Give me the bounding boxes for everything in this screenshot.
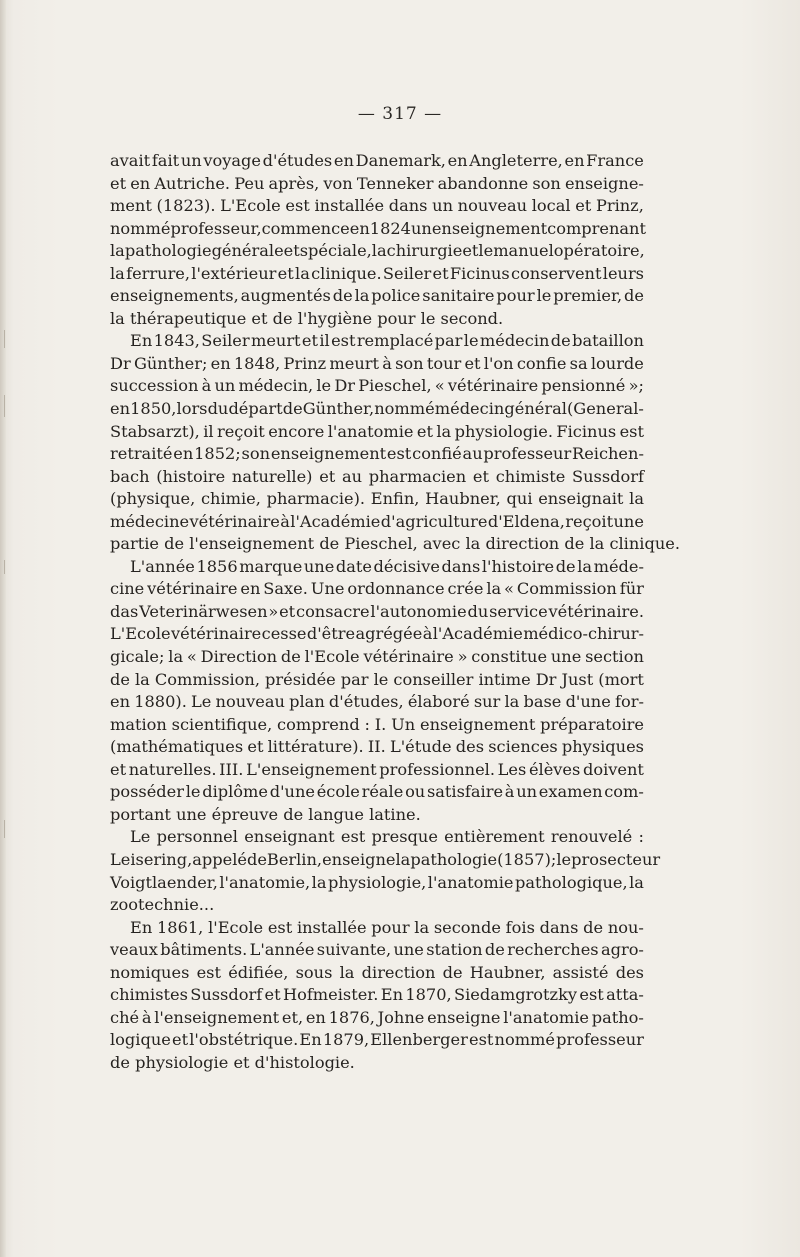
margin-mark	[4, 330, 5, 348]
text-line: En 1843, Seiler meurt et il est remplacé par le médecin de bataillon	[130, 331, 644, 351]
text-line: veaux bâtiments. L'année suivante, une station de recherches agro-	[110, 940, 644, 960]
text-line: retraité en 1852; son enseignement est confié au professeur Reichen-	[110, 444, 644, 464]
text-line: avait fait un voyage d'études en Danemark, en Angleterre, en France	[110, 151, 644, 170]
text-line: Le personnel enseignant est presque entièrement renouvelé :	[130, 827, 644, 847]
text-line: en 1880). Le nouveau plan d'études, élaboré sur la base d'une for-	[110, 692, 644, 712]
text-line: Stabsarzt), il reçoit encore l'anatomie et la physiologie. Ficinus est	[110, 421, 644, 441]
text-line: en 1850, lors du départ de Günther, nommé médecin général (General-	[110, 399, 644, 419]
text-line: la ferrure, l'extérieur et la clinique. Seiler et Ficinus conservent leurs	[110, 263, 644, 283]
text-line: posséder le diplôme d'une école réale ou satisfaire à un examen com-	[110, 782, 644, 802]
text-line: L'année 1856 marque une date décisive dans l'histoire de la méde-	[130, 556, 644, 576]
text-line: zootechnie...	[110, 895, 215, 915]
text-line: nommé professeur, commence en 1824 un enseignement comprenant	[110, 218, 646, 238]
text-line: Voigtlaender, l'anatomie, la physiologie, l'anatomie pathologique, la	[110, 872, 644, 892]
text-line: de physiologie et d'histologie.	[110, 1052, 355, 1072]
text-line: la thérapeutique et de l'hygiène pour le second.	[110, 308, 504, 328]
text-line: et naturelles. III. L'enseignement professionnel. Les élèves doivent	[110, 759, 644, 779]
text-line: partie de l'enseignement de Pieschel, avec la direction de la clinique.	[110, 534, 680, 554]
text-line: (physique, chimie, pharmacie). Enfin, Haubner, qui enseignait la	[110, 489, 644, 509]
text-line: Leisering, appelé de Berlin, enseigne la pathologie (1857); le prosecteur	[110, 849, 661, 869]
text-line: la pathologie générale et spéciale, la chirurgie et le manuel opératoire,	[110, 241, 645, 261]
text-line: Dr Günther; en 1848, Prinz meurt à son tour et l'on confie sa lourde	[110, 353, 644, 373]
text-line: et en Autriche. Peu après, von Tenneker abandonne son enseigne-	[110, 173, 644, 193]
text-line: mation scientifique, comprend : I. Un enseignement préparatoire	[110, 714, 644, 734]
text-line: L'Ecole vétérinaire cesse d'être agrégée à l'Académie médico-chirur-	[110, 624, 644, 644]
text-line: bach (histoire naturelle) et au pharmacien et chimiste Sussdorf	[110, 466, 644, 486]
page-left-edge	[0, 0, 6, 1257]
text-line: nomiques est édifiée, sous la direction de Haubner, assisté des	[110, 962, 644, 982]
text-line: portant une épreuve de langue latine.	[110, 804, 421, 824]
text-line: En 1861, l'Ecole est installée pour la seconde fois dans de nou-	[130, 917, 644, 937]
text-line: ment (1823). L'Ecole est installée dans un nouveau local et Prinz,	[110, 196, 644, 216]
text-line: de la Commission, présidée par le conseiller intime Dr Just (mort	[110, 669, 644, 689]
margin-mark	[4, 560, 5, 574]
text-line: gicale; la « Direction de l'Ecole vétérinaire » constitue une section	[110, 647, 644, 667]
text-line: ché à l'enseignement et, en 1876, Johne enseigne l'anatomie patho-	[110, 1007, 644, 1027]
text-line: logique et l'obstétrique. En 1879, Ellenberger est nommé professeur	[110, 1030, 644, 1050]
text-line: médecine vétérinaire à l'Académie d'agriculture d'Eldena, reçoit une	[110, 511, 644, 531]
text-line: enseignements, augmentés de la police sanitaire pour le premier, de	[110, 286, 644, 306]
margin-mark	[4, 820, 5, 838]
text-line: cine vétérinaire en Saxe. Une ordonnance crée la « Commission für	[110, 579, 644, 599]
text-line: succession à un médecin, le Dr Pieschel, « vétérinaire pensionné »;	[110, 376, 644, 396]
text-line: das Veterinärwesen » et consacre l'autonomie du service vétérinaire.	[110, 601, 644, 621]
margin-mark	[4, 395, 5, 417]
text-line: (mathématiques et littérature). II. L'étude des sciences physiques	[110, 737, 644, 757]
text-line: chimistes Sussdorf et Hofmeister. En 1870, Siedamgrotzky est atta-	[110, 985, 644, 1005]
body-text	[110, 150, 680, 1074]
page-number: — 317 —	[357, 104, 443, 124]
